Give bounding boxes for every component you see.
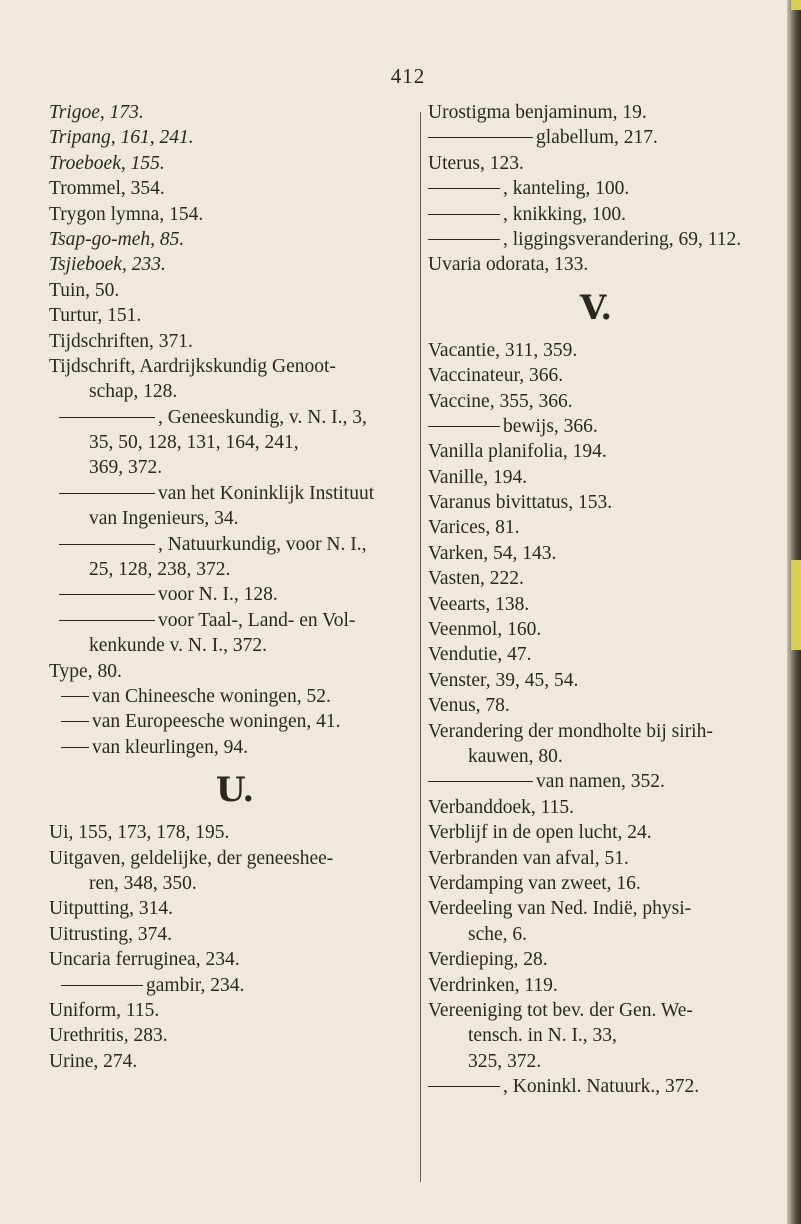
- index-entry: Venster, 39, 45, 54.: [428, 669, 579, 691]
- ditto-dash: [428, 239, 500, 240]
- page-binding-edge: [787, 0, 801, 1224]
- ditto-dash: [61, 747, 89, 748]
- index-entry-continuation: 25, 128, 238, 372.: [89, 559, 231, 581]
- index-entry: Varanus bivittatus, 153.: [428, 492, 613, 514]
- index-subentry: [49, 481, 421, 506]
- right-column: [428, 100, 764, 1099]
- index-entry: Verdeeling van Ned. Indië, physi-: [428, 898, 692, 920]
- index-entry: Urostigma benjaminum, 19.: [428, 102, 647, 123]
- index-subentry: [49, 532, 421, 557]
- index-entry: Veearts, 138.: [428, 593, 530, 615]
- ditto-dash: [61, 985, 143, 986]
- index-entry: Uncaria ferruginea, 234.: [49, 949, 240, 971]
- subentry-text: voor N. I., 128.: [158, 584, 278, 606]
- index-entry: Tijdschriften, 371.: [49, 330, 193, 352]
- index-subentry: [49, 684, 421, 709]
- index-entry-continuation: van Ingenieurs, 34.: [89, 508, 239, 530]
- page-number: 412: [390, 64, 426, 88]
- index-entry: Verbranden van afval, 51.: [428, 847, 629, 869]
- index-entry: Uitrusting, 374.: [49, 923, 172, 945]
- index-subentry: [49, 405, 421, 430]
- subentry-text: van Chineesche woningen, 52.: [92, 685, 331, 707]
- index-entry: Urethritis, 283.: [49, 1025, 168, 1047]
- ditto-dash: [59, 417, 155, 418]
- index-entry: Vaccinateur, 366.: [428, 365, 564, 387]
- index-entry: Veenmol, 160.: [428, 619, 542, 641]
- ditto-dash: [59, 493, 155, 494]
- subentry-text: van namen, 352.: [536, 771, 665, 793]
- index-entry-continuation: 35, 50, 128, 131, 164, 241,: [89, 432, 299, 454]
- index-entry: Ui, 155, 173, 178, 195.: [49, 822, 230, 844]
- index-subentry: [49, 608, 421, 633]
- index-entry-continuation: tensch. in N. I., 33,: [468, 1025, 617, 1047]
- subentry-text: , liggingsverandering, 69, 112.: [503, 228, 742, 250]
- column-divider: [420, 112, 421, 1182]
- subentry-text: glabellum, 217.: [536, 127, 658, 149]
- subentry-text: bewijs, 366.: [503, 415, 598, 437]
- index-entry: Varices, 81.: [428, 517, 520, 539]
- subentry-text: van het Koninklijk Instituut: [158, 482, 375, 504]
- index-subentry: [49, 735, 421, 760]
- index-entry-continuation: 369, 372.: [89, 457, 163, 479]
- index-entry: Tripang, 161, 241.: [49, 127, 194, 149]
- index-entry-continuation: kenkunde v. N. I., 372.: [89, 635, 267, 657]
- index-subentry: [428, 1074, 764, 1099]
- index-subentry: [428, 125, 764, 150]
- index-entry: Urine, 274.: [49, 1050, 138, 1072]
- ditto-dash: [59, 544, 155, 545]
- index-entry-continuation: kauwen, 80.: [468, 745, 563, 767]
- index-subentry: [428, 769, 764, 794]
- index-subentry: [49, 709, 421, 734]
- ditto-dash: [59, 620, 155, 621]
- index-entry: Varken, 54, 143.: [428, 542, 557, 564]
- ditto-dash: [61, 721, 89, 722]
- index-entry: Trommel, 354.: [49, 178, 165, 200]
- index-entry: Uvaria odorata, 133.: [428, 254, 589, 276]
- index-subentry: [428, 202, 764, 227]
- index-subentry: [428, 414, 764, 439]
- paper-stain: [791, 560, 801, 650]
- index-entry: Uterus, 123.: [428, 152, 524, 174]
- ditto-dash: [428, 214, 500, 215]
- subentry-text: gambir, 234.: [146, 974, 245, 996]
- subentry-text: van kleurlingen, 94.: [92, 736, 248, 758]
- index-entry: Verdamping van zweet, 16.: [428, 872, 641, 894]
- left-column: [49, 100, 421, 1074]
- index-entry: Vendutie, 47.: [428, 644, 532, 666]
- index-entry: Trigoe, 173.: [49, 102, 144, 123]
- index-subentry: [49, 973, 421, 998]
- index-entry: Verdieping, 28.: [428, 949, 548, 971]
- index-entry: Trygon lymna, 154.: [49, 203, 204, 225]
- index-subentry: [428, 227, 764, 252]
- paper-stain: [791, 0, 801, 10]
- index-entry: Vaccine, 355, 366.: [428, 390, 573, 412]
- index-entry: Tsjieboek, 233.: [49, 254, 166, 276]
- index-subentry: [428, 176, 764, 201]
- index-entry-continuation: 325, 372.: [468, 1050, 542, 1072]
- index-entry: Verbanddoek, 115.: [428, 796, 575, 818]
- index-entry: Tuin, 50.: [49, 279, 120, 301]
- index-entry: Tsap-go-meh, 85.: [49, 228, 185, 250]
- ditto-dash: [428, 188, 500, 189]
- index-entry: Vereeniging tot bev. der Gen. We-: [428, 999, 693, 1021]
- index-entry: Tijdschrift, Aardrijkskundig Genoot-: [49, 355, 336, 377]
- subentry-text: , Koninkl. Natuurk., 372.: [503, 1076, 700, 1098]
- subentry-text: , kanteling, 100.: [503, 178, 630, 200]
- index-entry: Uitputting, 314.: [49, 898, 174, 920]
- ditto-dash: [59, 594, 155, 595]
- index-entry-continuation: schap, 128.: [89, 381, 178, 403]
- index-entry: Vacantie, 311, 359.: [428, 339, 578, 361]
- index-entry-continuation: ren, 348, 350.: [89, 872, 197, 894]
- ditto-dash: [428, 426, 500, 427]
- ditto-dash: [428, 137, 533, 138]
- index-entry: Troeboek, 155.: [49, 152, 165, 174]
- subentry-text: , Geneeskundig, v. N. I., 3,: [158, 406, 367, 428]
- index-entry: Uitgaven, geldelijke, der geneeshee-: [49, 847, 334, 869]
- subentry-text: voor Taal-, Land- en Vol-: [158, 609, 356, 631]
- ditto-dash: [61, 696, 89, 697]
- index-entry: Verandering der mondholte bij sirih-: [428, 720, 713, 742]
- index-entry: Vasten, 222.: [428, 568, 524, 590]
- section-letter-u: U.: [215, 770, 255, 811]
- ditto-dash: [428, 1086, 500, 1087]
- index-entry: Vanilla planifolia, 194.: [428, 441, 607, 463]
- index-entry: Type, 80.: [49, 660, 122, 682]
- subentry-text: , Natuurkundig, voor N. I.,: [158, 533, 367, 555]
- section-letter-v: V.: [579, 287, 613, 328]
- index-entry: Vanille, 194.: [428, 466, 528, 488]
- subentry-text: , knikking, 100.: [503, 203, 626, 225]
- subentry-text: van Europeesche woningen, 41.: [92, 711, 341, 733]
- ditto-dash: [428, 781, 533, 782]
- index-subentry: [49, 582, 421, 607]
- index-entry-continuation: sche, 6.: [468, 923, 528, 945]
- index-entry: Verblijf in de open lucht, 24.: [428, 822, 652, 844]
- index-entry: Uniform, 115.: [49, 999, 160, 1021]
- index-entry: Venus, 78.: [428, 695, 510, 717]
- index-entry: Verdrinken, 119.: [428, 974, 558, 996]
- index-entry: Turtur, 151.: [49, 305, 142, 327]
